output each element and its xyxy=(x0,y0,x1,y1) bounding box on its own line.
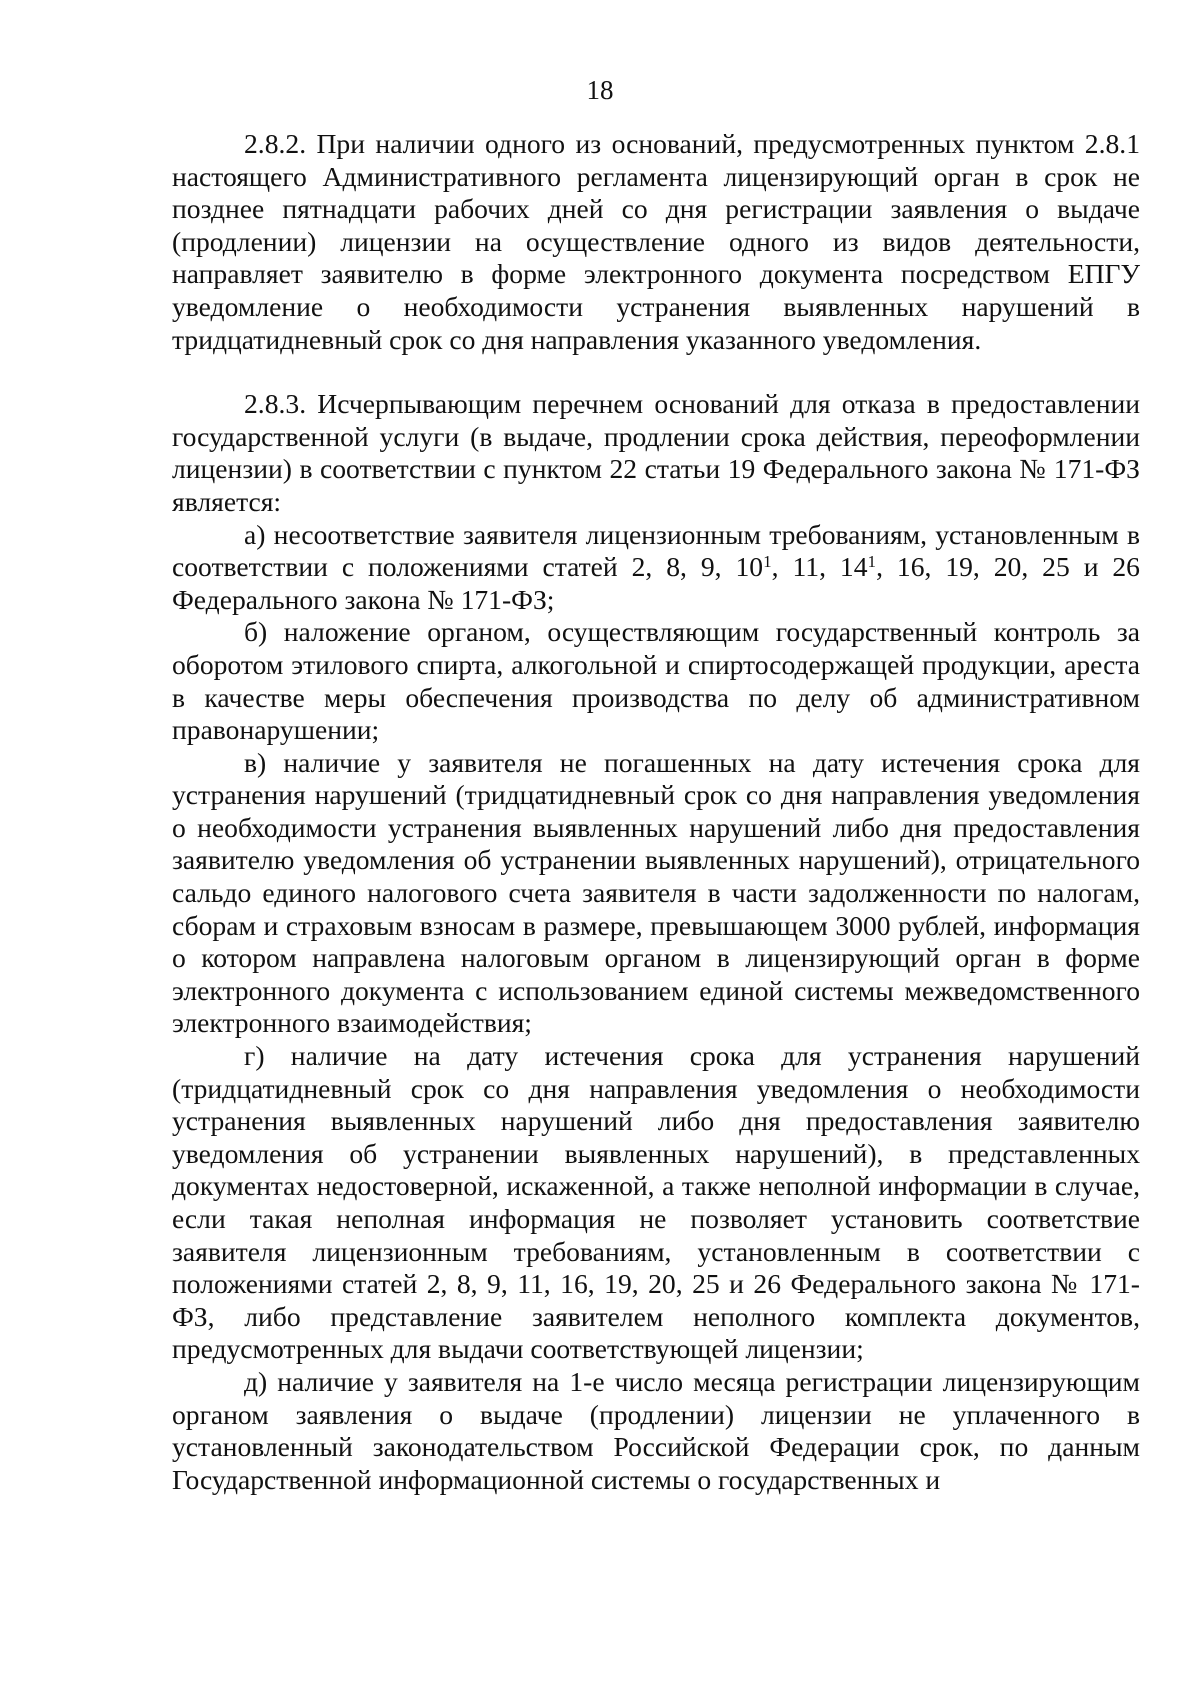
item-a-text-part3: , 16, 19, 20, 25 и 26 Федерального закона № 171-ФЗ; xyxy=(172,551,1140,615)
item-a-text-part2: , 11, 14 xyxy=(771,551,868,583)
paragraph-item-d: д) наличие у заявителя на 1-е число месяца регистрации лицензирующим органом заявления о выдаче (продлении) лицензии не уплаченного в установленный законодательством Российской Федерации срок, по данным Государственной информационной системы о государственных и xyxy=(172,1365,1140,1495)
item-a-superscript-1: 1 xyxy=(763,551,772,571)
paragraph-2-8-3: 2.8.3. Исчерпывающим перечнем оснований для отказа в предоставлении государственной услуги (в выдаче, продлении срока действия, переоформлении лицензии) в соответствии с пунктом 22 статьи 19 Федерального закона № 171-ФЗ является: xyxy=(172,388,1140,517)
paragraph-item-g: г) наличие на дату истечения срока для устранения нарушений (тридцатидневный срок со дня направления уведомления о необходимости устранения выявленных нарушений либо дня предоставления заявителю уведомления об устранении выявленных нарушений), в представленных документах недостоверной, искаженной, а также неполной информации в случае, если такая неполная информация не позволяет установить соответствие заявителя лицензионным требованиям, установленным в соответствии с положениями статей 2, 8, 9, 11, 16, 19, 20, 25 и 26 Федерального закона № 171-ФЗ, либо представление заявителем неполного комплекта документов, предусмотренных для выдачи соответствующей лицензии; xyxy=(172,1040,1140,1365)
item-a-superscript-2: 1 xyxy=(867,551,877,571)
document-body xyxy=(172,128,1140,1496)
paragraph-item-v: в) наличие у заявителя не погашенных на дату истечения срока для устранения нарушений (тридцатидневный срок со дня направления уведомления о необходимости устранения выявленных нарушений либо дня предоставления заявителю уведомления об устранении выявленных нарушений), отрицательного сальдо единого налогового счета заявителя в части задолженности по налогам, сборам и страховым взносам в размере, превышающем 3000 рублей, информация о котором направлена налоговым органом в лицензирующий орган в форме электронного документа с использованием единой системы межведомственного электронного взаимодействия; xyxy=(172,746,1140,1039)
paragraph-2-8-2: 2.8.2. При наличии одного из оснований, предусмотренных пунктом 2.8.1 настоящего Административного регламента лицензирующий орган в срок не позднее пятнадцати рабочих дней со дня регистрации заявления о выдаче (продлении) лицензии на осуществление одного из видов деятельности, направляет заявителю в форме электронного документа посредством ЕПГУ уведомление о необходимости устранения выявленных нарушений в тридцатидневный срок со дня направления указанного уведомления. xyxy=(172,128,1140,355)
page-number: 18 xyxy=(586,75,614,105)
paragraph-item-b: б) наложение органом, осуществляющим государственный контроль за оборотом этилового спирта, алкогольной и спиртосодержащей продукции, ареста в качестве меры обеспечения производства по делу об административном правонарушении; xyxy=(172,616,1140,746)
item-a-text-part1: а) несоответствие заявителя лицензионным требованиям, установленным в соответствии с положениями статей 2, 8, 9, 10 xyxy=(172,518,1140,583)
paragraph-item-a xyxy=(172,519,1140,617)
